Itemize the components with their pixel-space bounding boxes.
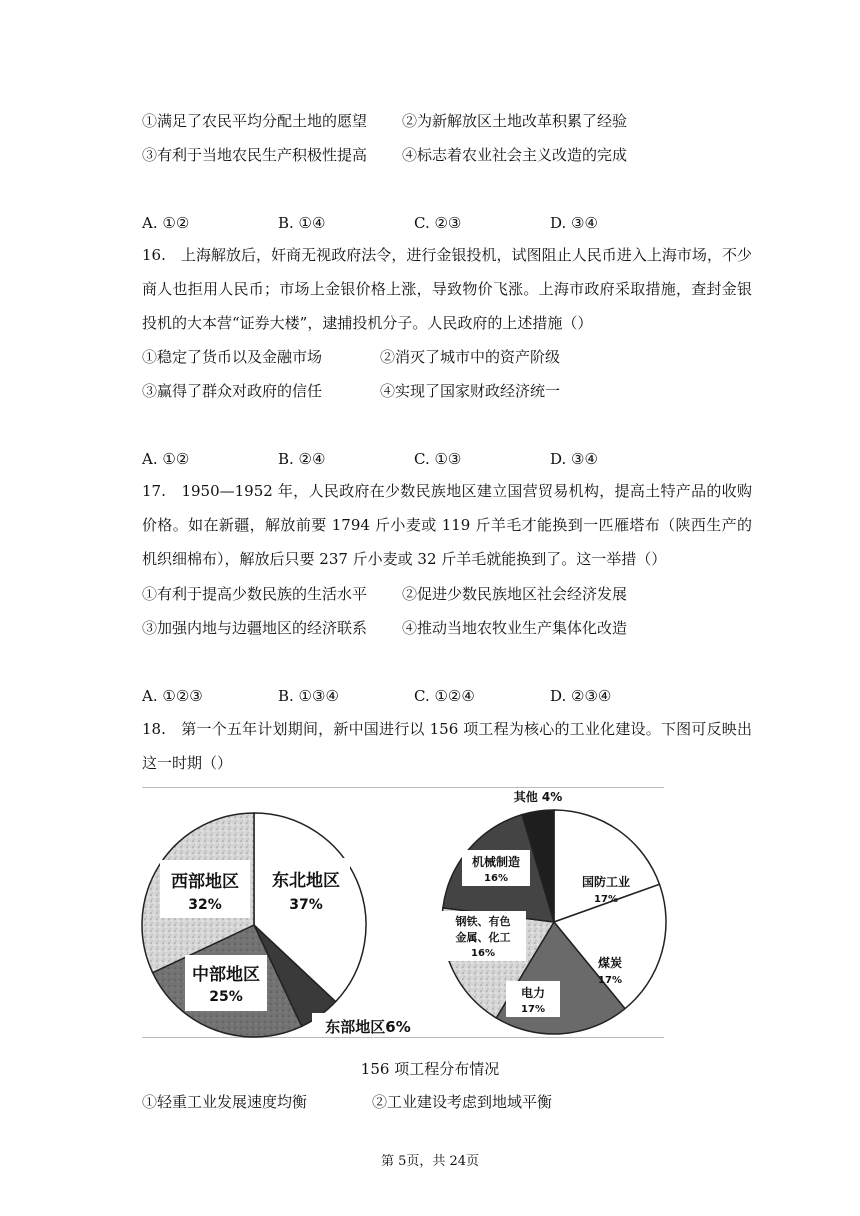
value-defense: 17% xyxy=(594,894,618,905)
q16-option-2: ②消灭了城市中的资产阶级 xyxy=(380,348,561,366)
label-west: 西部地区 xyxy=(171,872,239,892)
value-steel: 16% xyxy=(471,948,495,959)
q17-choice-d[interactable]: D. ②③④ xyxy=(550,687,612,705)
q17-option-3: ③加强内地与边疆地区的经济联系 xyxy=(142,619,368,637)
value-central: 25% xyxy=(209,989,243,1005)
q17-choice-b[interactable]: B. ①③④ xyxy=(278,687,339,705)
q16-option-1: ①稳定了货币以及金融市场 xyxy=(142,348,323,366)
q15-option-4: ④标志着农业社会主义改造的完成 xyxy=(402,146,628,164)
page-footer: 第 5页，共 24页 xyxy=(380,1154,480,1169)
label-other: 其他 4% xyxy=(513,790,563,804)
q15-choice-c[interactable]: C. ②③ xyxy=(414,214,462,232)
q17-option-4: ④推动当地农牧业生产集体化改造 xyxy=(402,619,628,637)
q17-choice-c[interactable]: C. ①②④ xyxy=(414,687,475,705)
label-northeast: 东北地区 xyxy=(272,871,340,891)
label-machinery: 机械制造 xyxy=(471,855,521,869)
q15-choice-a[interactable]: A. ①② xyxy=(142,214,190,232)
q15-choice-b[interactable]: B. ①④ xyxy=(278,214,326,232)
q17-option-1: ①有利于提高少数民族的生活水平 xyxy=(142,585,368,603)
q15-option-3: ③有利于当地农民生产积极性提高 xyxy=(142,146,368,164)
q16-choice-c[interactable]: C. ①③ xyxy=(414,450,462,468)
figure-caption: 156 项工程分布情况 xyxy=(360,1060,500,1078)
q18-options-row1 xyxy=(142,1091,553,1113)
q16-choice-d[interactable]: D. ③④ xyxy=(550,450,598,468)
q16-stem: 16. 上海解放后，奸商无视政府法令，进行金银投机，试图阻止人民币进入上海市场，不少商人也拒用人民币；市场上金银价格上涨，导致物价飞涨。上海市政府采取措施，查封金银投机的大本营“证券大楼”，逮捕投机分子。人民政府的上述措施（） xyxy=(142,246,752,332)
label-defense: 国防工业 xyxy=(581,875,631,889)
q16-option-4: ④实现了国家财政经济统一 xyxy=(380,382,561,400)
label-power: 电力 xyxy=(520,986,546,1000)
q16-choice-a[interactable]: A. ①② xyxy=(142,450,190,468)
q15-option-1: ①满足了农民平均分配土地的愿望 xyxy=(142,112,368,130)
label-coal: 煤炭 xyxy=(597,956,623,970)
q17-choice-a[interactable]: A. ①②③ xyxy=(142,687,203,705)
value-northeast: 37% xyxy=(289,897,323,913)
q16-option-3: ③赢得了群众对政府的信任 xyxy=(142,382,323,400)
q18-stem: 18. 第一个五年计划期间，新中国进行以 156 项工程为核心的工业化建设。下图可反映出这一时期（） xyxy=(142,720,752,772)
value-power: 17% xyxy=(521,1004,545,1015)
label-steel-1: 钢铁、有色 xyxy=(455,915,511,928)
q15-choice-d[interactable]: D. ③④ xyxy=(550,214,598,232)
q17-stem: 17. 1950—1952 年，人民政府在少数民族地区建立国营贸易机构，提高土特产品的收购价格。如在新疆，解放前要 1794 斤小麦或 119 斤羊毛才能换到一匹雁塔布（陕西生产的机织细棉布），解放后只要 237 斤小麦或 32 斤羊毛就能换到了。这一举措（） xyxy=(142,482,752,568)
q17-option-2: ②促进少数民族地区社会经济发展 xyxy=(402,585,628,603)
label-central: 中部地区 xyxy=(192,965,260,985)
label-east: 东部地区6% xyxy=(325,1018,411,1036)
q15-option-2: ②为新解放区土地改革积累了经验 xyxy=(402,112,628,130)
q16-choice-b[interactable]: B. ②④ xyxy=(278,450,326,468)
value-coal: 17% xyxy=(598,975,622,986)
value-machinery: 16% xyxy=(484,873,508,884)
value-west: 32% xyxy=(188,897,222,913)
label-steel-2: 金属、化工 xyxy=(455,931,511,944)
q18-option-1: ①轻重工业发展速度均衡 xyxy=(142,1093,308,1111)
q18-option-2: ②工业建设考虑到地域平衡 xyxy=(372,1093,553,1111)
